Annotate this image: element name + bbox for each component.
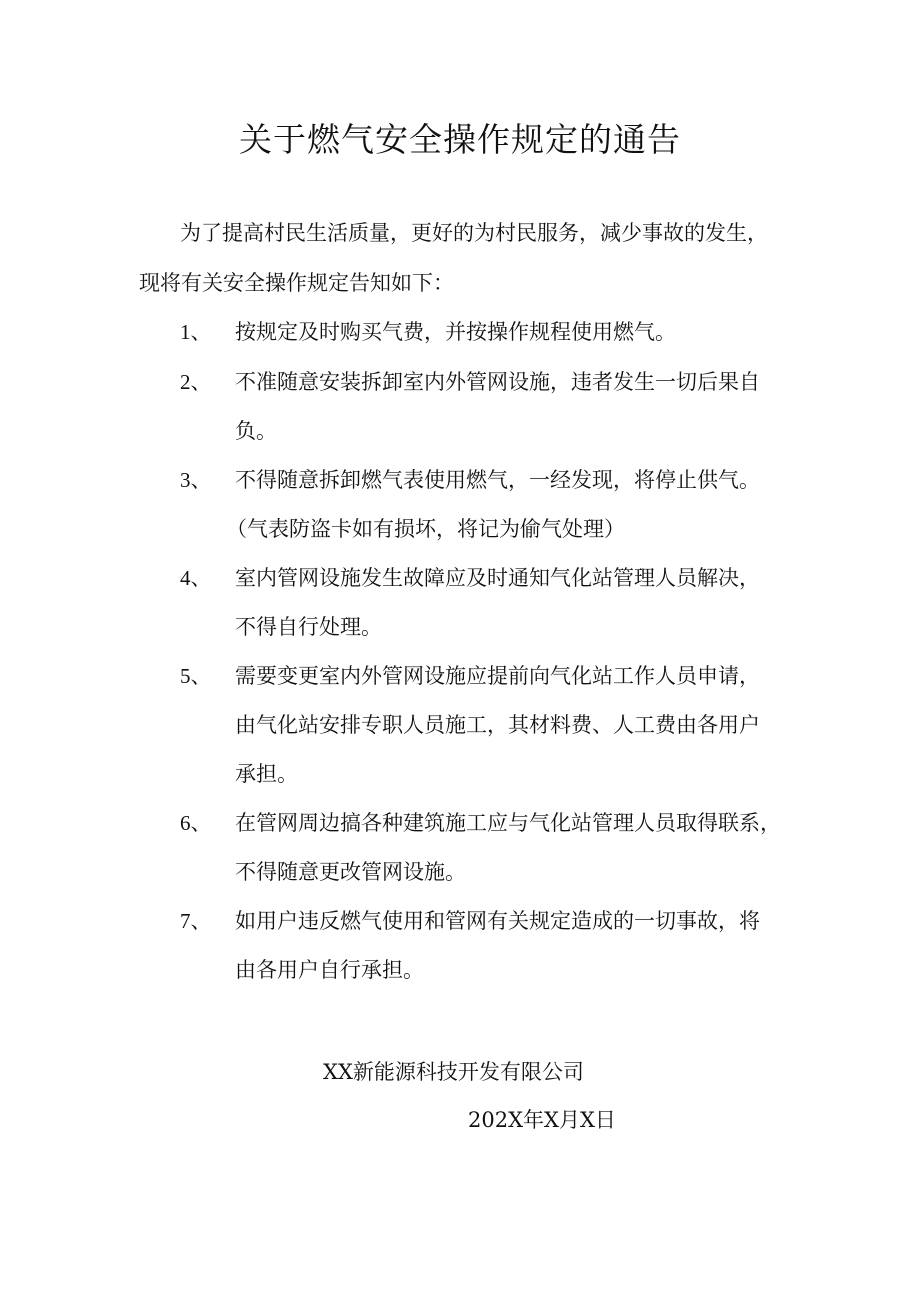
page-title: 关于燃气安全操作规定的通告 [239, 120, 681, 159]
intro-line-2: 现将有关安全操作规定告知如下： [139, 271, 454, 295]
item-number-2: 2、 [180, 370, 212, 394]
item-3-line-2: （气表防盗卡如有损坏，将记为偷气处理） [226, 517, 625, 541]
item-2-line-1: 不准随意安装拆卸室内外管网设施，违者发生一切后果自 [235, 370, 760, 394]
item-number-1: 1、 [180, 320, 212, 344]
item-6-line-2: 不得随意更改管网设施。 [235, 860, 466, 884]
item-6-line-1: 在管网周边搞各种建筑施工应与气化站管理人员取得联系， [235, 811, 781, 835]
item-5-line-3: 承担。 [235, 762, 298, 786]
item-3-line-1: 不得随意拆卸燃气表使用燃气，一经发现，将停止供气。 [235, 468, 760, 492]
item-1-line-1: 按规定及时购买气费，并按操作规程使用燃气。 [235, 320, 676, 344]
item-number-5: 5、 [180, 664, 212, 688]
item-number-7: 7、 [180, 909, 212, 933]
item-7-line-1: 如用户违反燃气使用和管网有关规定造成的一切事故，将 [235, 909, 760, 933]
item-5-line-2: 由气化站安排专职人员施工，其材料费、人工费由各用户 [235, 713, 760, 737]
item-number-4: 4、 [180, 566, 212, 590]
item-4-line-2: 不得自行处理。 [235, 615, 382, 639]
item-4-line-1: 室内管网设施发生故障应及时通知气化站管理人员解决， [235, 566, 760, 590]
item-2-line-2: 负。 [235, 419, 277, 443]
intro-line-1: 为了提高村民生活质量，更好的为村民服务，减少事故的发生， [180, 221, 768, 245]
item-number-6: 6、 [180, 811, 212, 835]
signature-company: XX新能源科技开发有限公司 [323, 1060, 584, 1084]
signature-date: 202X年X月X日 [468, 1108, 616, 1132]
item-5-line-1: 需要变更室内外管网设施应提前向气化站工作人员申请， [235, 664, 760, 688]
item-number-3: 3、 [180, 468, 212, 492]
item-7-line-2: 由各用户自行承担。 [235, 958, 424, 982]
